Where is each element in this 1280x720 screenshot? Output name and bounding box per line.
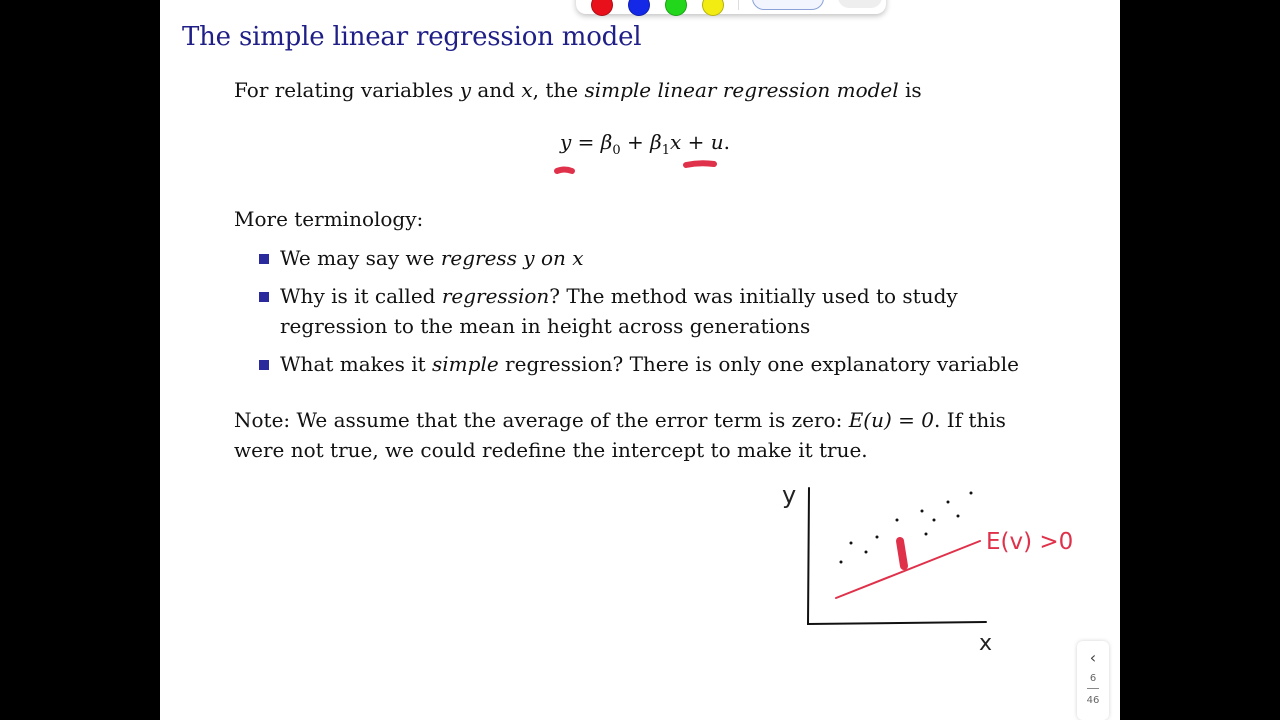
scatter-point — [921, 510, 924, 513]
sketch-expectation-label: E(v) >0 — [986, 529, 1074, 555]
toolbar-divider — [738, 0, 739, 10]
sketch-error-mark — [900, 541, 904, 566]
current-page: 6 — [1089, 673, 1097, 684]
eq-beta1: β — [650, 130, 662, 154]
eq-lhs: y — [560, 130, 572, 154]
scatter-point — [957, 515, 960, 518]
eq-plus2: + — [681, 130, 711, 154]
ink-mark-under-u — [686, 163, 714, 165]
scatter-point — [896, 519, 899, 522]
blue-pen-button[interactable] — [628, 0, 650, 16]
intro-emphasis: simple linear regression model — [584, 78, 899, 102]
sketch-axes — [808, 488, 986, 624]
intro-text-1: For relating variables — [234, 78, 460, 102]
eq-sub1: 1 — [661, 143, 670, 158]
scatter-point — [850, 542, 853, 545]
terminology-heading: More terminology: — [234, 207, 424, 231]
sketch-regression-line — [836, 541, 980, 598]
scatter-point — [933, 519, 936, 522]
eq-x: x — [669, 130, 682, 154]
annotation-toolbar — [576, 0, 886, 14]
bullet-text: regression? There is only one explanatory variable — [498, 352, 1019, 376]
scatter-point — [925, 533, 928, 536]
red-pen-button[interactable] — [591, 0, 613, 16]
var-y: y — [459, 78, 472, 102]
eq-period: . — [723, 130, 730, 154]
page-divider — [1087, 688, 1099, 689]
note-text: Note: We assume that the average of the error term is zero: — [234, 408, 849, 432]
scatter-point — [947, 501, 950, 504]
scatter-point — [865, 551, 868, 554]
yellow-pen-button[interactable] — [702, 0, 724, 16]
total-pages: 46 — [1086, 695, 1100, 706]
intro-text-4: is — [898, 78, 922, 102]
bullet-emphasis: simple — [432, 352, 499, 376]
ink-annotations — [160, 0, 1120, 720]
bullet-text: ? The method was initially used to study regression to the mean in height across generations — [280, 284, 958, 338]
ink-mark-under-y — [557, 170, 572, 172]
scatter-point — [876, 536, 879, 539]
bullet-emphasis: regression — [441, 284, 550, 308]
note-text-end: . If this were not true, we could redefine the intercept to make it true. — [234, 408, 1006, 462]
bullet-text: Why is it called — [280, 284, 442, 308]
intro-text-2: and — [471, 78, 522, 102]
sketch-y-label: y — [782, 481, 797, 509]
page-indicator — [1077, 641, 1109, 720]
var-x: x — [521, 78, 533, 102]
eq-beta0: β — [600, 130, 613, 154]
eq-equals: = — [571, 130, 601, 154]
sketch-x-label: x — [979, 631, 993, 656]
green-pen-button[interactable] — [665, 0, 687, 16]
note-math: E(u) = 0 — [848, 408, 934, 432]
bullet-text: We may say we — [280, 246, 441, 270]
slide — [160, 0, 1120, 720]
chevron-left-icon[interactable]: ‹ — [1089, 648, 1097, 667]
eq-plus1: + — [620, 130, 651, 154]
scatter-point — [970, 492, 973, 495]
eq-sub0: 0 — [612, 143, 621, 158]
eq-u: u — [710, 130, 724, 154]
intro-text-3: , the — [532, 78, 585, 102]
bullet-text: What makes it — [280, 352, 433, 376]
scatter-point — [840, 561, 843, 564]
toolbar-mode-button[interactable] — [752, 0, 824, 10]
bullet-emphasis: regress y on x — [440, 246, 584, 270]
toolbar-extra-button[interactable] — [838, 0, 882, 8]
slide-title: The simple linear regression model — [182, 22, 642, 52]
